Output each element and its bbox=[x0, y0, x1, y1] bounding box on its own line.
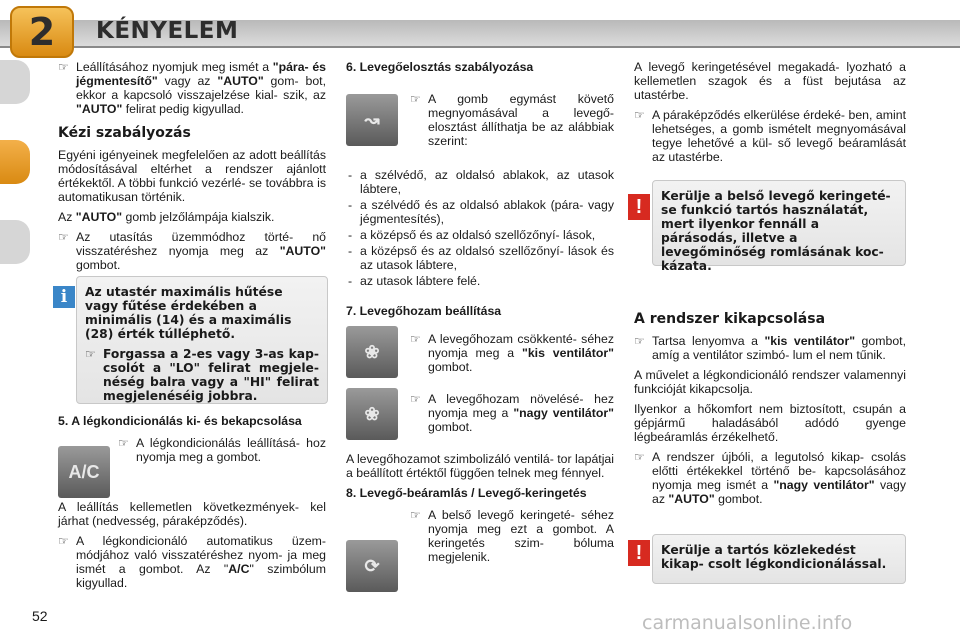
info-note-box bbox=[76, 276, 328, 404]
info-note-bullet: ☞ Forgassa a 2-es vagy 3-as kap- csolót a "LO" felirat megjele- néség balra vagy a "HI" felirat megjelenéséig jobbra. bbox=[85, 347, 319, 403]
switch-on-bullet: ☞ A rendszer újbóli, a legutolsó kikap- csolás előtti értékekkel történő be- kapcsolásához nyomja meg ismét a "nagy ventilátor" vagy az "AUTO" gombot. bbox=[634, 450, 906, 506]
chapter-title: KÉNYELEM bbox=[96, 18, 239, 44]
distribution-option-2: - a szélvédő és az oldalsó ablakok (pára- vagy jégmentesítés), bbox=[346, 198, 614, 226]
side-tab-1[interactable] bbox=[0, 60, 30, 104]
switch-off-bullet: ☞ Tartsa lenyomva a "kis ventilátor" gombot, amíg a ventilátor szimbó- lum el nem tűnik. bbox=[634, 334, 906, 362]
info-icon: i bbox=[53, 286, 75, 308]
fan-blades-text: A levegőhozamot szimbolizáló ventilá- tor lapátjai a beállított értéktől függően telnek meg fénnyel. bbox=[346, 452, 614, 480]
column-3 bbox=[634, 60, 906, 170]
switch-off-effect: A művelet a légkondicionáló rendszer valamennyi funkcióját kikapcsolja. bbox=[634, 368, 906, 396]
auto-lamp-text: Az "AUTO" gomb jelzőlámpája kialszik. bbox=[58, 210, 275, 224]
watermark: carmanualsonline.info bbox=[642, 612, 853, 634]
column-3-lower bbox=[634, 312, 906, 512]
system-off-heading: A rendszer kikapcsolása bbox=[634, 311, 826, 327]
info-note-text: Az utastér maximális hűtése vagy fűtése érdekében a minimális (14) és a maximális (28) érték túlléphető. bbox=[85, 285, 292, 341]
fan-low-button-image bbox=[346, 326, 398, 378]
page-number: 52 bbox=[32, 608, 48, 624]
ac-consequence: A leállítás kellemetlen következmények- kel járhat (nedvesség, páraképződés). bbox=[58, 500, 326, 528]
distribution-option-3: - a középső és az oldalsó szellőzőnyí- lások, bbox=[346, 228, 614, 242]
fan-small-icon: ❀ bbox=[364, 341, 380, 362]
column-1-lower bbox=[58, 414, 326, 596]
fan-increase-bullet: ☞ A levegőhozam növelésé- hez nyomja meg a "nagy ventilátor" gombot. bbox=[410, 392, 614, 434]
header-rule bbox=[0, 46, 960, 48]
column-1 bbox=[58, 60, 326, 278]
warning-icon: ! bbox=[628, 194, 650, 220]
section-5-heading: 5. A légkondicionálás ki- és bekapcsolása bbox=[58, 414, 302, 428]
ac-button-image: A/C bbox=[58, 446, 110, 498]
ac-bullet: ☞ A légkondicionálás leállításá- hoz nyomja meg a gombot. bbox=[118, 436, 326, 464]
section-6-heading: 6. Levegőelosztás szabályozása bbox=[346, 60, 534, 74]
fan-high-button-image bbox=[346, 388, 398, 440]
distribution-option-1: - a szélvédő, az oldalsó ablakok, az utasok lábtere, bbox=[346, 168, 614, 196]
chapter-badge: 2 bbox=[10, 6, 74, 58]
section-7-heading: 7. Levegőhozam beállítása bbox=[346, 304, 502, 318]
ac-return-bullet: ☞ A légkondicionáló automatikus üzem- módjához való visszatéréshez nyom- ja meg ismét a gombot. Az "A/C" szimbólum kigyullad. bbox=[58, 534, 326, 590]
side-tab-active[interactable] bbox=[0, 140, 30, 184]
side-tab-3[interactable] bbox=[0, 220, 30, 264]
section-8-heading: 8. Levegő-beáramlás / Levegő-keringetés bbox=[346, 486, 587, 500]
no-comfort-text: Ilyenkor a hőkomfort nem biztosított, csupán a gépjármű haladásából adódó gyenge légbeáramlás érzékelhető. bbox=[634, 402, 906, 444]
warning-box-2: Kerülje a tartós közlekedést kikap- csolt légkondicionálással. bbox=[652, 534, 906, 584]
recirculation-bullet: ☞ A belső levegő keringeté- séhez nyomja meg ezt a gombot. A keringetés szim- bóluma megjelenik. bbox=[410, 508, 614, 564]
warning-box-1: Kerülje a belső levegő keringeté- se funkció tartós használatát, mert ilyenkor fennáll a párásodás, illetve a levegőminőség romlásának koc- kázata. bbox=[652, 180, 906, 266]
auto-return-bullet: ☞ Az utasítás üzemmódhoz törté- nő visszatéréshez nyomja meg az "AUTO" gombot. bbox=[58, 230, 326, 272]
recirculation-icon: ⟳ bbox=[364, 555, 380, 576]
fan-large-icon: ❀ bbox=[364, 403, 380, 424]
intro-bullet: ☞ Leállításához nyomjuk meg ismét a "pára- és jégmentesítő" vagy az "AUTO" gom- bot, ekkor a kapcsoló visszajelzése kial- szik, az "AUTO" felirat pedig kigyullad. bbox=[58, 60, 326, 116]
distribution-bullet: ☞ A gomb egymást követő megnyomásával a levegő- elosztást állíthatja be az alábbiak szerint: bbox=[410, 92, 614, 148]
distribution-option-4: - a középső és az oldalsó szellőzőnyí- lások és az utasok lábtere, bbox=[346, 244, 614, 272]
manual-paragraph: Egyéni igényeinek megfelelően az adott beállítás módosításával eltérhet a rendszer ajánlott értékektől. A többi funkció vezérlé- se továbbra is automatikusan történik. bbox=[58, 148, 326, 204]
fogging-bullet: ☞ A páraképződés elkerülése érdeké- ben, amint lehetséges, a gomb ismételt megnyomásával tegye lehetővé a kül- ső levegő beáramlását az utastérbe. bbox=[634, 108, 906, 164]
recirculation-info: A levegő keringetésével megakadá- lyozható a kellemetlen szagok és a füst bejutása az utastérbe. bbox=[634, 60, 906, 102]
manual-heading: Kézi szabályozás bbox=[58, 125, 191, 141]
distribution-button-image bbox=[346, 94, 398, 146]
distribution-option-5: - az utasok lábtere felé. bbox=[346, 274, 614, 288]
warning-icon-2: ! bbox=[628, 540, 650, 566]
airflow-icon: ↝ bbox=[364, 109, 380, 130]
recirculation-button-image bbox=[346, 540, 398, 592]
fan-decrease-bullet: ☞ A levegőhozam csökkenté- séhez nyomja meg a "kis ventilátor" gombot. bbox=[410, 332, 614, 374]
